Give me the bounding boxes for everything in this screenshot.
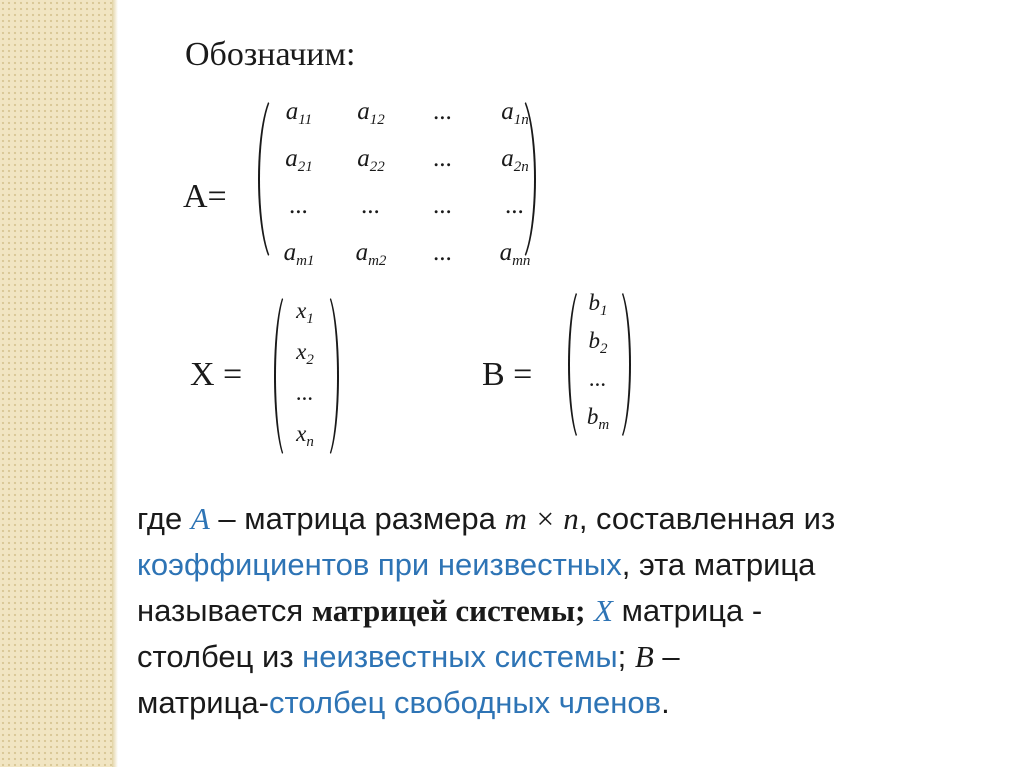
matrix-a-cell: ... [433,97,453,125]
slide-heading: Обозначим: [185,36,356,73]
vector-x-entry: $x_1$ [296,297,314,327]
matrix-a-cell: ... [433,144,453,172]
matrix-a-cell: ... [433,191,453,219]
matrix-a-row [263,88,551,135]
matrix-a-cell: ... [289,191,309,219]
matrix-a-cell: ... [361,191,381,219]
paragraph-line: коэффициентов при неизвестных, эта матрица [137,547,816,582]
matrix-a-cell: $a_{12}$ [357,97,385,128]
vector-x-label: X = [190,356,243,393]
vector-x [282,290,328,454]
matrix-a-row [263,229,551,276]
matrix-a-label: A= [183,178,227,215]
matrix-a-cell: $a_{m2}$ [355,238,387,269]
vector-b-entry: $b_m$ [586,404,610,433]
vector-x-entry: $x_n$ [296,420,314,450]
paragraph-line: называется матрицей системы; X матрица - [137,593,763,628]
explanation-paragraph [137,496,987,726]
paragraph-line: где A – матрица размера m × n, составленная из [137,501,836,536]
vector-b-entry: $b_1$ [588,290,608,319]
matrix-a-cell: ... [433,238,453,266]
matrix-a-cell: $a_{mn}$ [499,238,531,269]
matrix-a-row [263,135,551,182]
decorative-side-stripe [0,0,112,767]
vector-x-entry: $x_2$ [296,338,314,368]
matrix-a-cell: $a_{m1}$ [283,238,315,269]
matrix-a-cell: $a_{2n}$ [501,144,529,175]
vector-b-entry: ... [589,366,607,391]
matrix-a-row [263,182,551,229]
paragraph-line: столбец из неизвестных системы; B – [137,639,680,674]
vector-b-entry: $b_2$ [588,328,608,357]
paragraph-line: матрица-столбец свободных членов. [137,685,670,720]
matrix-a-cell: $a_{1n}$ [501,97,529,128]
matrix-a-cell: $a_{11}$ [285,97,313,128]
vector-b [575,284,621,436]
matrix-a-cell: ... [505,191,525,219]
matrix-a-cell: $a_{21}$ [285,144,313,175]
matrix-a-cell: $a_{22}$ [357,144,385,175]
matrix-a [263,88,551,276]
vector-b-label: B = [482,356,533,393]
vector-x-entry: ... [296,379,314,405]
side-stripe-edge [112,0,118,767]
